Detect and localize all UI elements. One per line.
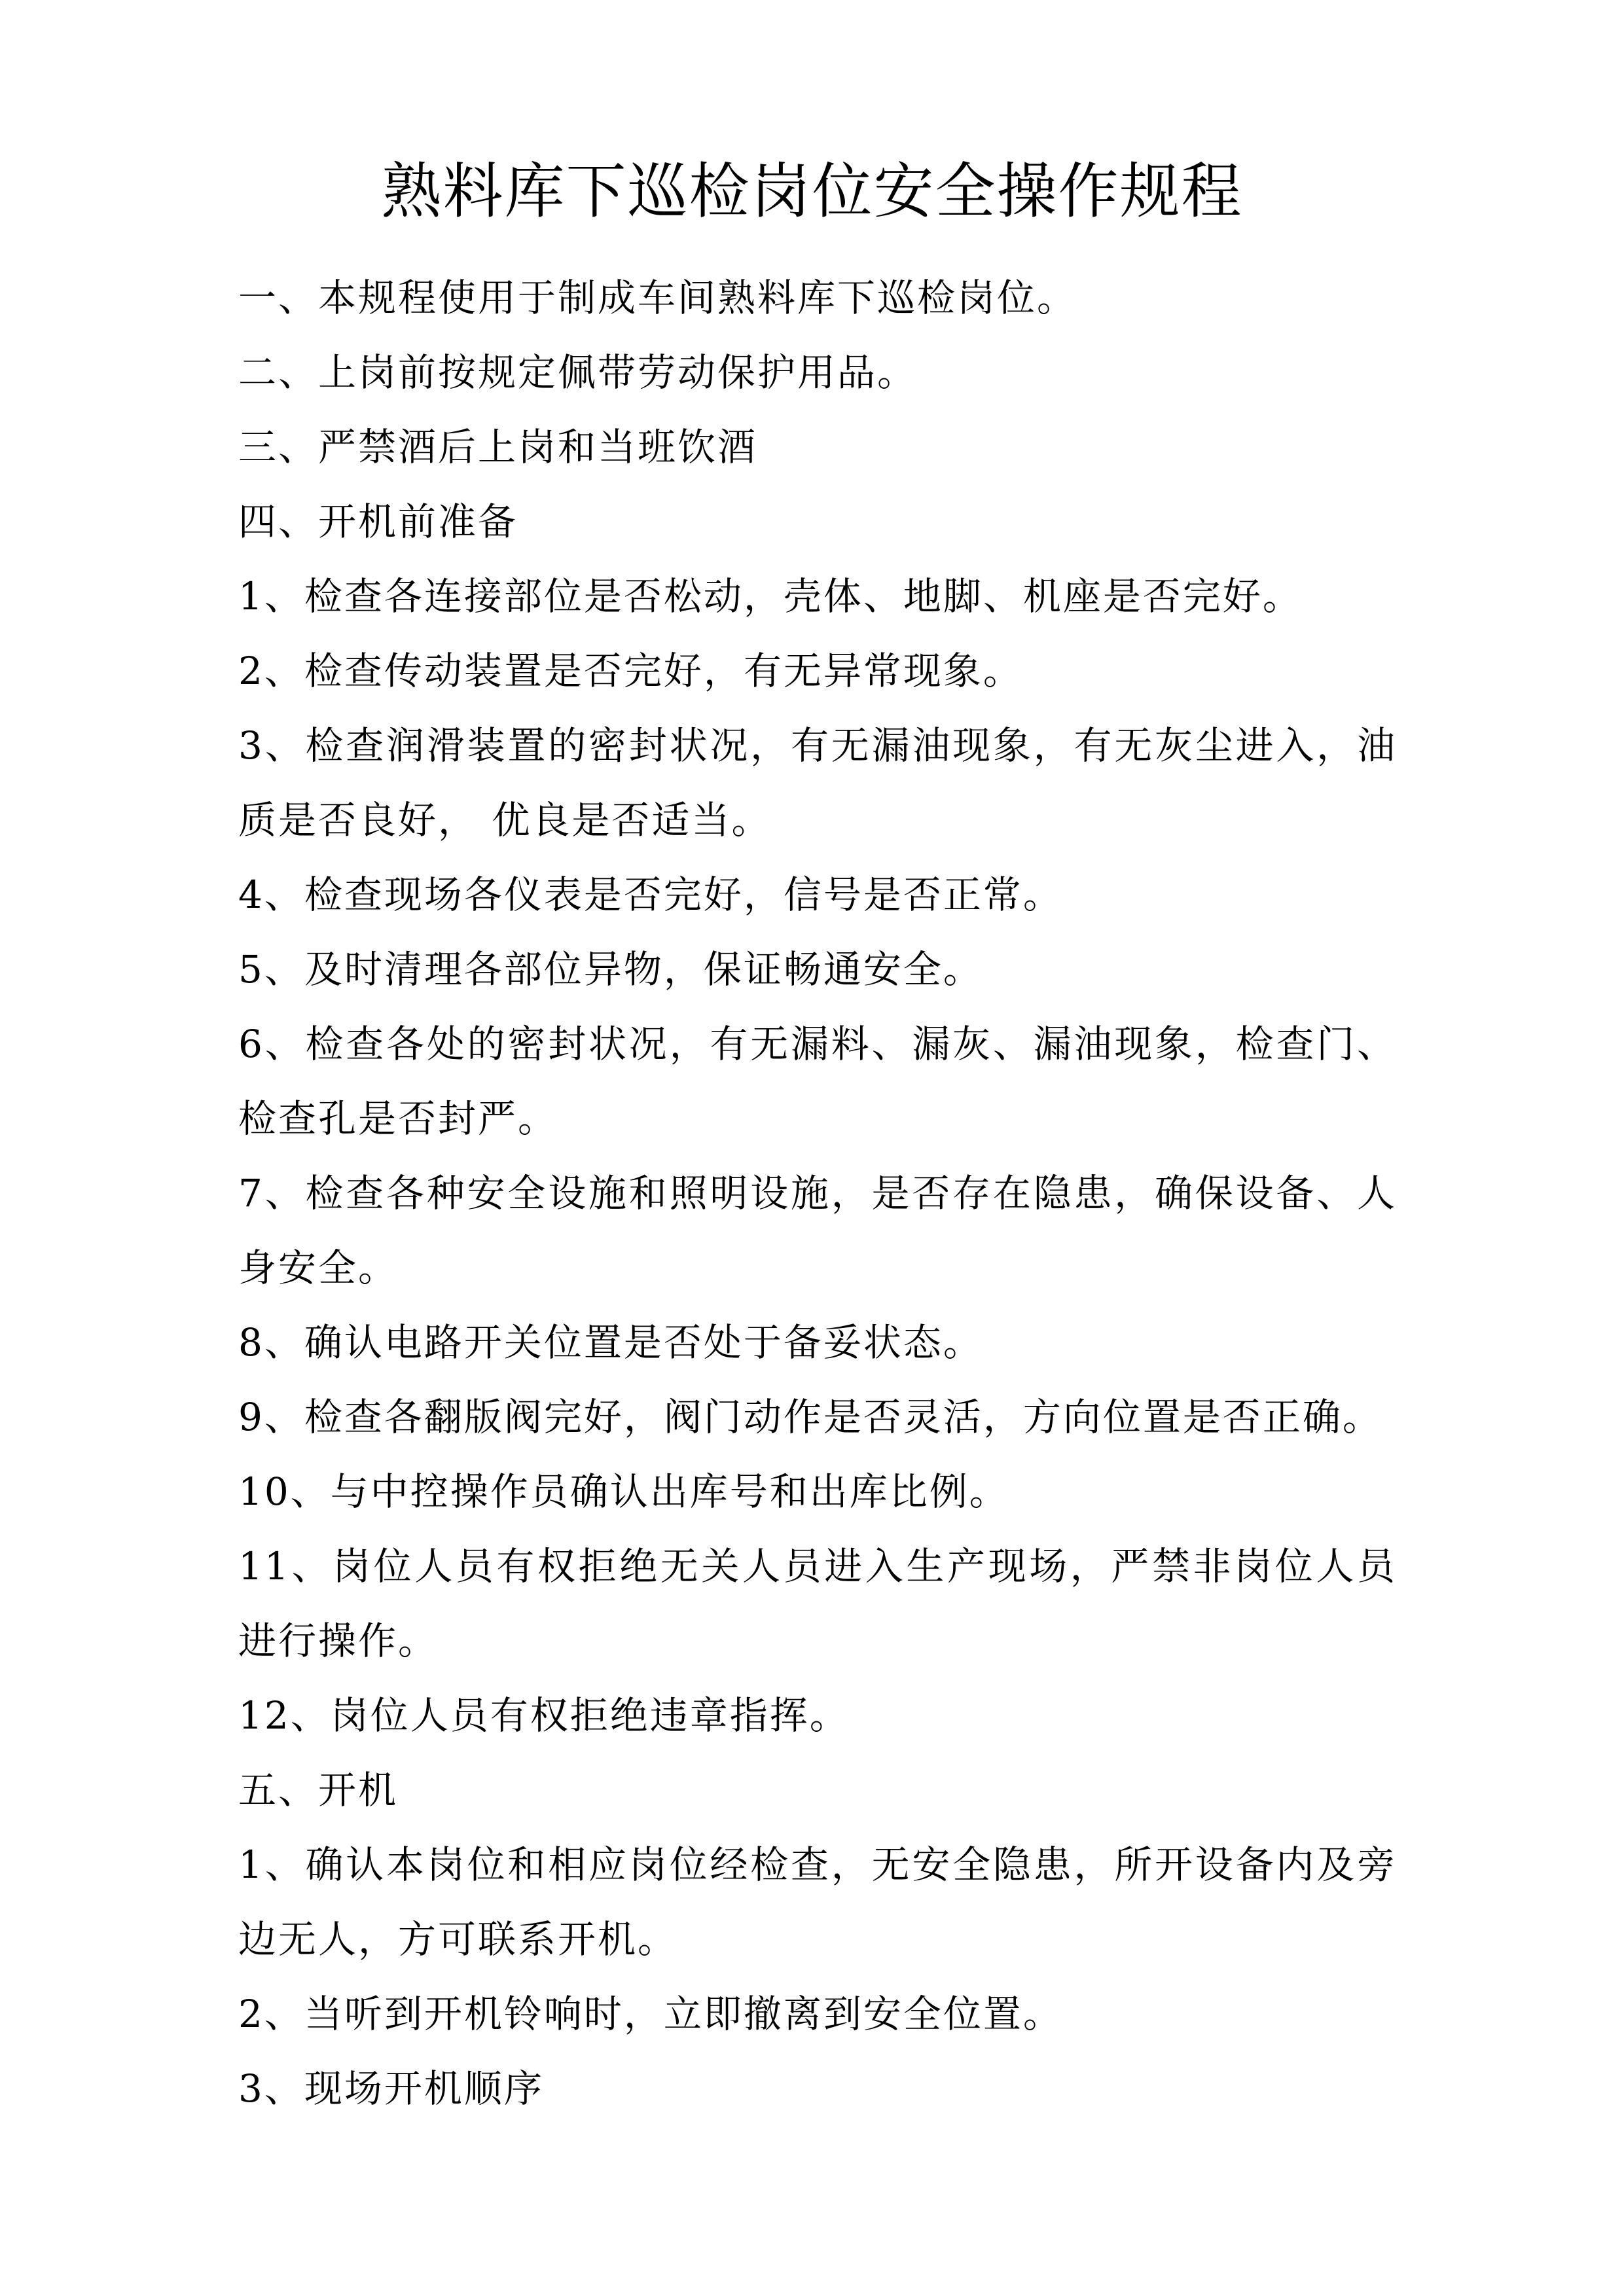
list-item: 2、检查传动装置是否完好，有无异常现象。 (238, 649, 1023, 693)
list-item: 3、检查润滑装置的密封状况，有无漏油现象，有无灰尘进入，油质是否良好， 优良是否适当。 (238, 723, 1397, 842)
section-heading-5: 五、开机 (238, 1768, 399, 1812)
list-item: 8、确认电路开关位置是否处于备妥状态。 (238, 1320, 983, 1365)
list-item: 9、检查各翻版阀完好，阀门动作是否灵活，方向位置是否正确。 (238, 1395, 1382, 1439)
list-item: 1、检查各连接部位是否松动，壳体、地脚、机座是否完好。 (238, 574, 1303, 619)
list-item: 4、检查现场各仪表是否完好，信号是否正常。 (238, 872, 1063, 917)
paragraph-2: 二、上岗前按规定佩带劳动保护用品。 (238, 350, 918, 395)
paragraph-1: 一、本规程使用于制成车间熟料库下巡检岗位。 (238, 276, 1077, 320)
document-body (238, 260, 1397, 2126)
list-item: 7、检查各种安全设施和照明设施，是否存在隐患，确保设备、人身安全。 (238, 1171, 1397, 1290)
section-heading-4: 四、开机前准备 (238, 499, 518, 544)
document-title: 熟料库下巡检岗位安全操作规程 (381, 156, 1243, 226)
list-item: 12、岗位人员有权拒绝违章指挥。 (238, 1693, 850, 1738)
list-item: 6、检查各处的密封状况，有无漏料、漏灰、漏油现象，检查门、检查孔是否封严。 (238, 1022, 1397, 1141)
list-item: 10、与中控操作员确认出库号和出库比例。 (238, 1469, 1009, 1514)
list-item: 3、现场开机顺序 (238, 2066, 544, 2111)
list-item: 11、岗位人员有权拒绝无关人员进入生产现场，严禁非岗位人员进行操作。 (238, 1544, 1397, 1663)
list-item: 2、当听到开机铃响时，立即撤离到安全位置。 (238, 1992, 1063, 2036)
list-item: 5、及时清理各部位异物，保证畅通安全。 (238, 947, 983, 992)
list-item: 1、确认本岗位和相应岗位经检查，无安全隐患，所开设备内及旁边无人，方可联系开机。 (238, 1842, 1397, 1962)
paragraph-3: 三、严禁酒后上岗和当班饮酒 (238, 425, 758, 469)
